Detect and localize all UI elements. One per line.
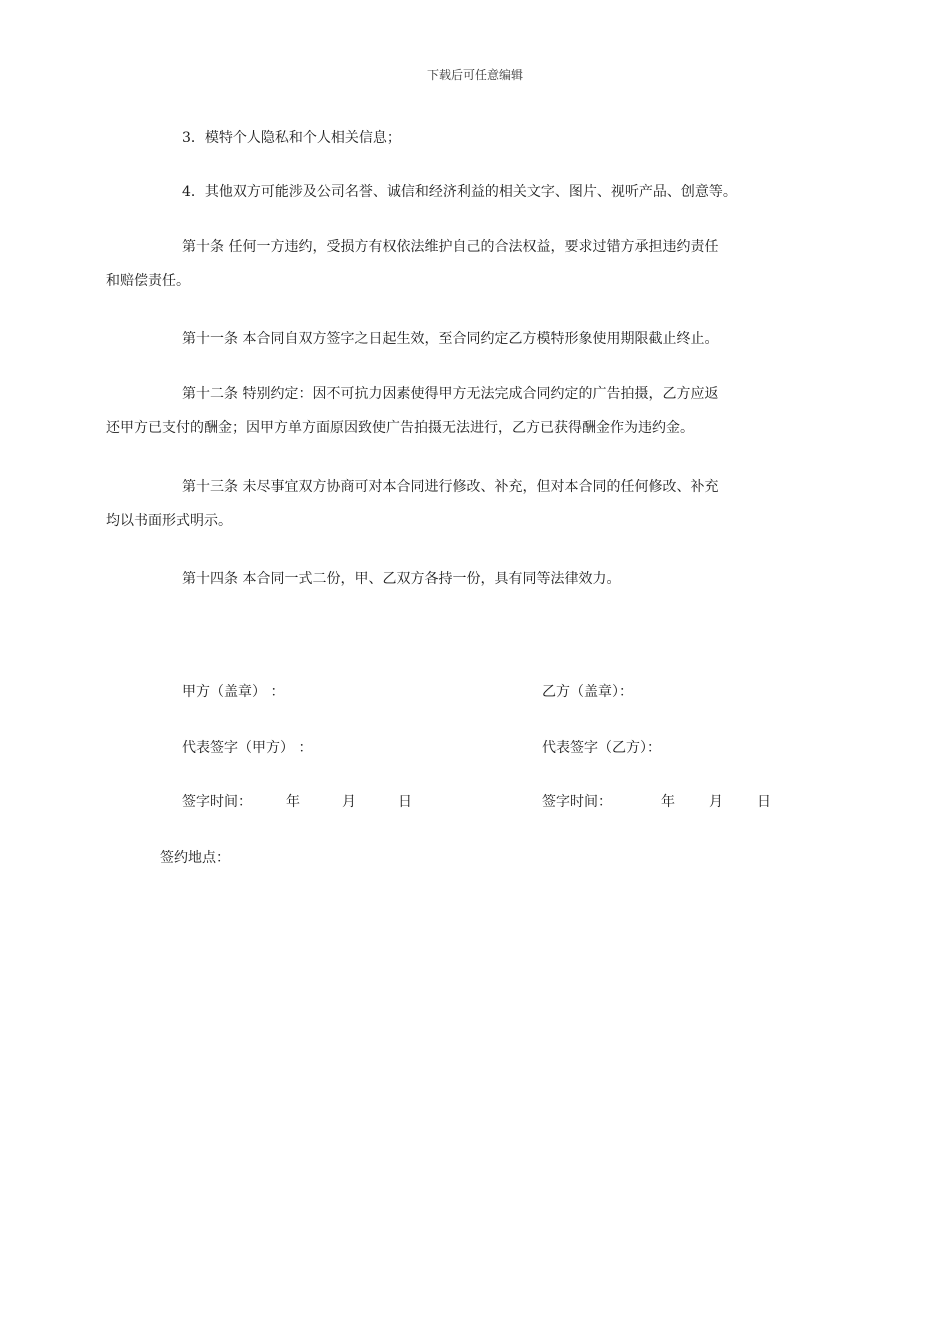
article-13 [106,470,806,538]
party-b-month-label: 月 [709,794,723,810]
party-b-seal-label: 乙方（盖章）： [542,684,633,700]
article-10-line-2: 和赔偿责任。 [106,273,190,289]
party-a-rep-label: 代表签字（甲方） ： [182,740,313,756]
party-a-day-label: 日 [398,794,412,810]
article-13-line-1: 第十三条 未尽事宜双方协商可对本合同进行修改、补充，但对本合同的任何修改、补充 [182,479,719,495]
party-b-rep-label: 代表签字（乙方）： [542,740,661,756]
party-b-sign-time-label: 签字时间： [542,794,612,810]
party-a-sign-time-label: 签字时间： [182,794,252,810]
party-b-sign-time [542,791,782,811]
article-13-line-2: 均以书面形式明示。 [106,513,232,529]
page-header: 下载后可任意编辑 [426,68,523,82]
party-a-year-label: 年 [286,794,300,810]
article-14-line-1: 第十四条 本合同一式二份，甲、乙双方各持一份，具有同等法律效力。 [182,571,621,587]
party-a-month-label: 月 [342,794,356,810]
clause-item-4-text: 4．其他双方可能涉及公司名誉、诚信和经济利益的相关文字、图片、视听产品、创意等。 [182,184,737,200]
article-12-line-1: 第十二条 特别约定：因不可抗力因素使得甲方无法完成合同约定的广告拍摄，乙方应返 [182,386,719,402]
article-11 [144,322,806,356]
party-b-year-label: 年 [661,794,675,810]
party-a-sign-time [182,791,442,811]
clause-item-4 [144,175,806,209]
clause-item-3 [144,121,806,155]
party-a-seal-label: 甲方（盖章） ： [182,684,285,700]
article-12 [106,377,806,445]
party-b-day-label: 日 [757,794,771,810]
article-10 [106,230,806,298]
article-10-line-1: 第十条 任何一方违约，受损方有权依法维护自己的合法权益，要求过错方承担违约责任 [182,239,719,255]
article-11-line-1: 第十一条 本合同自双方签字之日起生效，至合同约定乙方模特形象使用期限截止终止。 [182,331,719,347]
article-12-line-2: 还甲方已支付的酬金；因甲方单方面原因致使广告拍摄无法进行，乙方已获得酬金作为违约金。 [106,420,694,436]
sign-place-label: 签约地点： [160,850,230,866]
clause-item-3-text: 3．模特个人隐私和个人相关信息； [182,130,401,146]
article-14 [144,562,806,596]
